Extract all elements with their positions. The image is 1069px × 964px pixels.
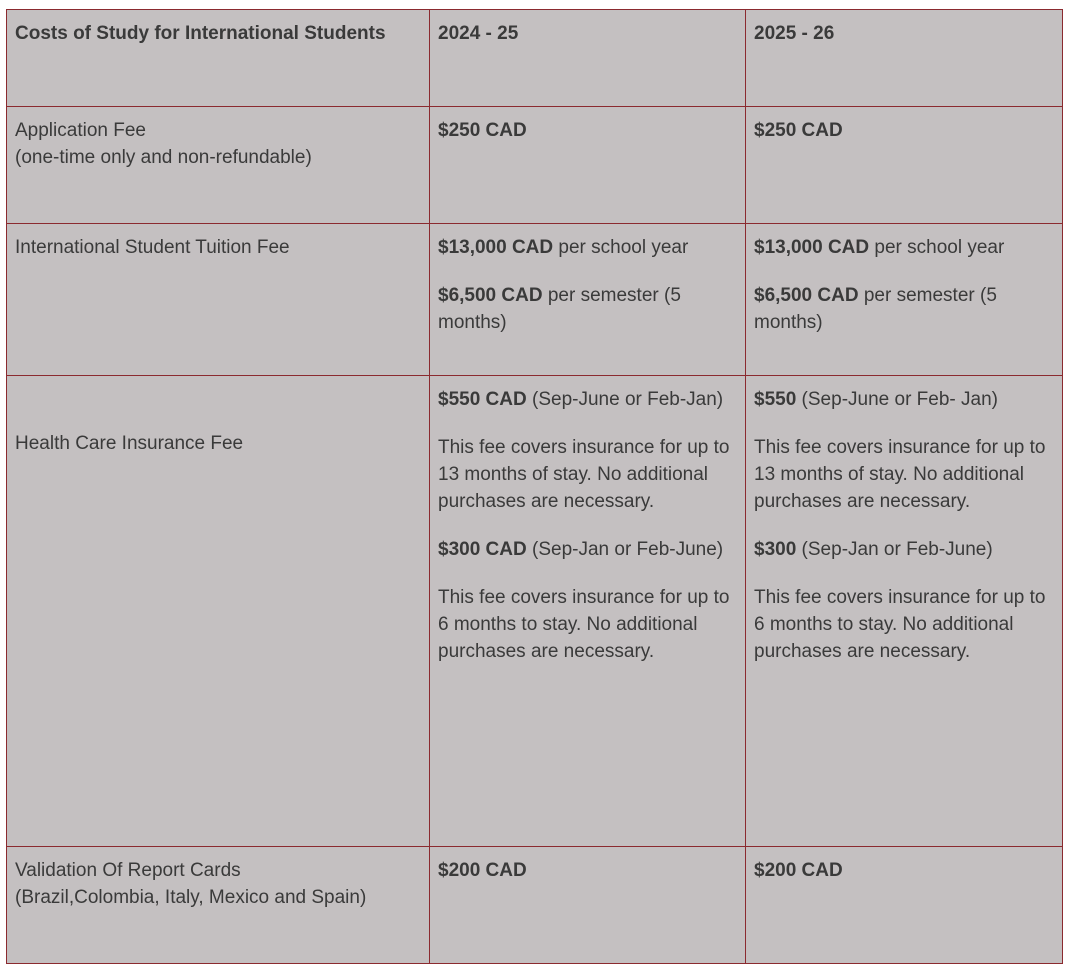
validation-label: Validation Of Report Cards: [15, 860, 241, 881]
validation-2024-amount: $200 CAD: [438, 860, 527, 881]
health-2025-b-amount: $300: [754, 539, 797, 560]
tuition-2024-semester-line: [438, 282, 737, 336]
health-2024-a-period: (Sep-June or Feb-Jan): [526, 389, 724, 410]
validation-2025-amount: $200 CAD: [754, 860, 843, 881]
costs-table: [6, 9, 1063, 964]
validation-countries: (Brazil,Colombia, Italy, Mexico and Spain): [15, 887, 367, 908]
header-year-2024-25: 2024 - 25: [430, 10, 746, 107]
validation-label-cell: [7, 847, 430, 964]
tuition-2025-year-amount: $13,000 CAD: [754, 237, 870, 258]
tuition-2024-year-text: per school year: [553, 237, 689, 258]
health-insurance-2025-cell: [746, 376, 1063, 847]
application-fee-note: (one-time only and non-refundable): [15, 147, 312, 168]
application-fee-label-cell: [7, 107, 430, 224]
tuition-2024-year-amount: $13,000 CAD: [438, 237, 554, 258]
validation-2024-cell: [430, 847, 746, 964]
header-cost-label: Costs of Study for International Students: [7, 10, 430, 107]
tuition-2025-semester-line: [754, 282, 1054, 336]
table-header-row: [7, 10, 1063, 107]
header-year-2025-26: 2025 - 26: [746, 10, 1063, 107]
health-2025-b-period: (Sep-Jan or Feb-June): [796, 539, 993, 560]
health-insurance-label: Health Care Insurance Fee: [7, 376, 430, 847]
table-row-application-fee: [7, 107, 1063, 224]
table-row-report-card-validation: [7, 847, 1063, 964]
validation-2025-cell: [746, 847, 1063, 964]
tuition-2024-year-line: [438, 234, 737, 261]
application-fee-label: Application Fee: [15, 120, 146, 141]
health-2025-option-b: [754, 536, 1054, 563]
health-2024-b-amount: $300 CAD: [438, 539, 527, 560]
health-2024-option-a: [438, 386, 737, 413]
health-2025-b-note: This fee covers insurance for up to 6 months to stay. No additional purchases are necessary.: [754, 587, 1046, 662]
tuition-fee-label: International Student Tuition Fee: [7, 224, 430, 376]
health-2025-a-note: This fee covers insurance for up to 13 months of stay. No additional purchases are necessary.: [754, 437, 1046, 512]
tuition-fee-2025-cell: [746, 224, 1063, 376]
health-2025-a-amount: $550: [754, 389, 797, 410]
health-2024-a-amount: $550 CAD: [438, 389, 527, 410]
tuition-2025-year-line: [754, 234, 1054, 261]
health-2024-option-b: [438, 536, 737, 563]
tuition-2025-semester-amount: $6,500 CAD: [754, 285, 859, 306]
application-fee-2024-cell: [430, 107, 746, 224]
tuition-2025-semester-text: per semester (5 months): [754, 285, 997, 333]
application-fee-2024-amount: $250 CAD: [438, 120, 527, 141]
health-2025-option-a: [754, 386, 1054, 413]
application-fee-2025-amount: $250 CAD: [754, 120, 843, 141]
tuition-2024-semester-amount: $6,500 CAD: [438, 285, 543, 306]
tuition-2024-semester-text: per semester (5 months): [438, 285, 681, 333]
table-row-tuition-fee: [7, 224, 1063, 376]
tuition-2025-year-text: per school year: [869, 237, 1005, 258]
tuition-fee-2024-cell: [430, 224, 746, 376]
health-2024-b-period: (Sep-Jan or Feb-June): [526, 539, 724, 560]
health-insurance-2024-cell: [430, 376, 746, 847]
health-2024-a-note: This fee covers insurance for up to 13 months of stay. No additional purchases are necessary.: [438, 437, 730, 512]
health-2025-a-period: (Sep-June or Feb- Jan): [796, 389, 998, 410]
health-2024-b-note: This fee covers insurance for up to 6 months to stay. No additional purchases are necessary.: [438, 587, 730, 662]
table-row-health-insurance: [7, 376, 1063, 847]
application-fee-2025-cell: [746, 107, 1063, 224]
